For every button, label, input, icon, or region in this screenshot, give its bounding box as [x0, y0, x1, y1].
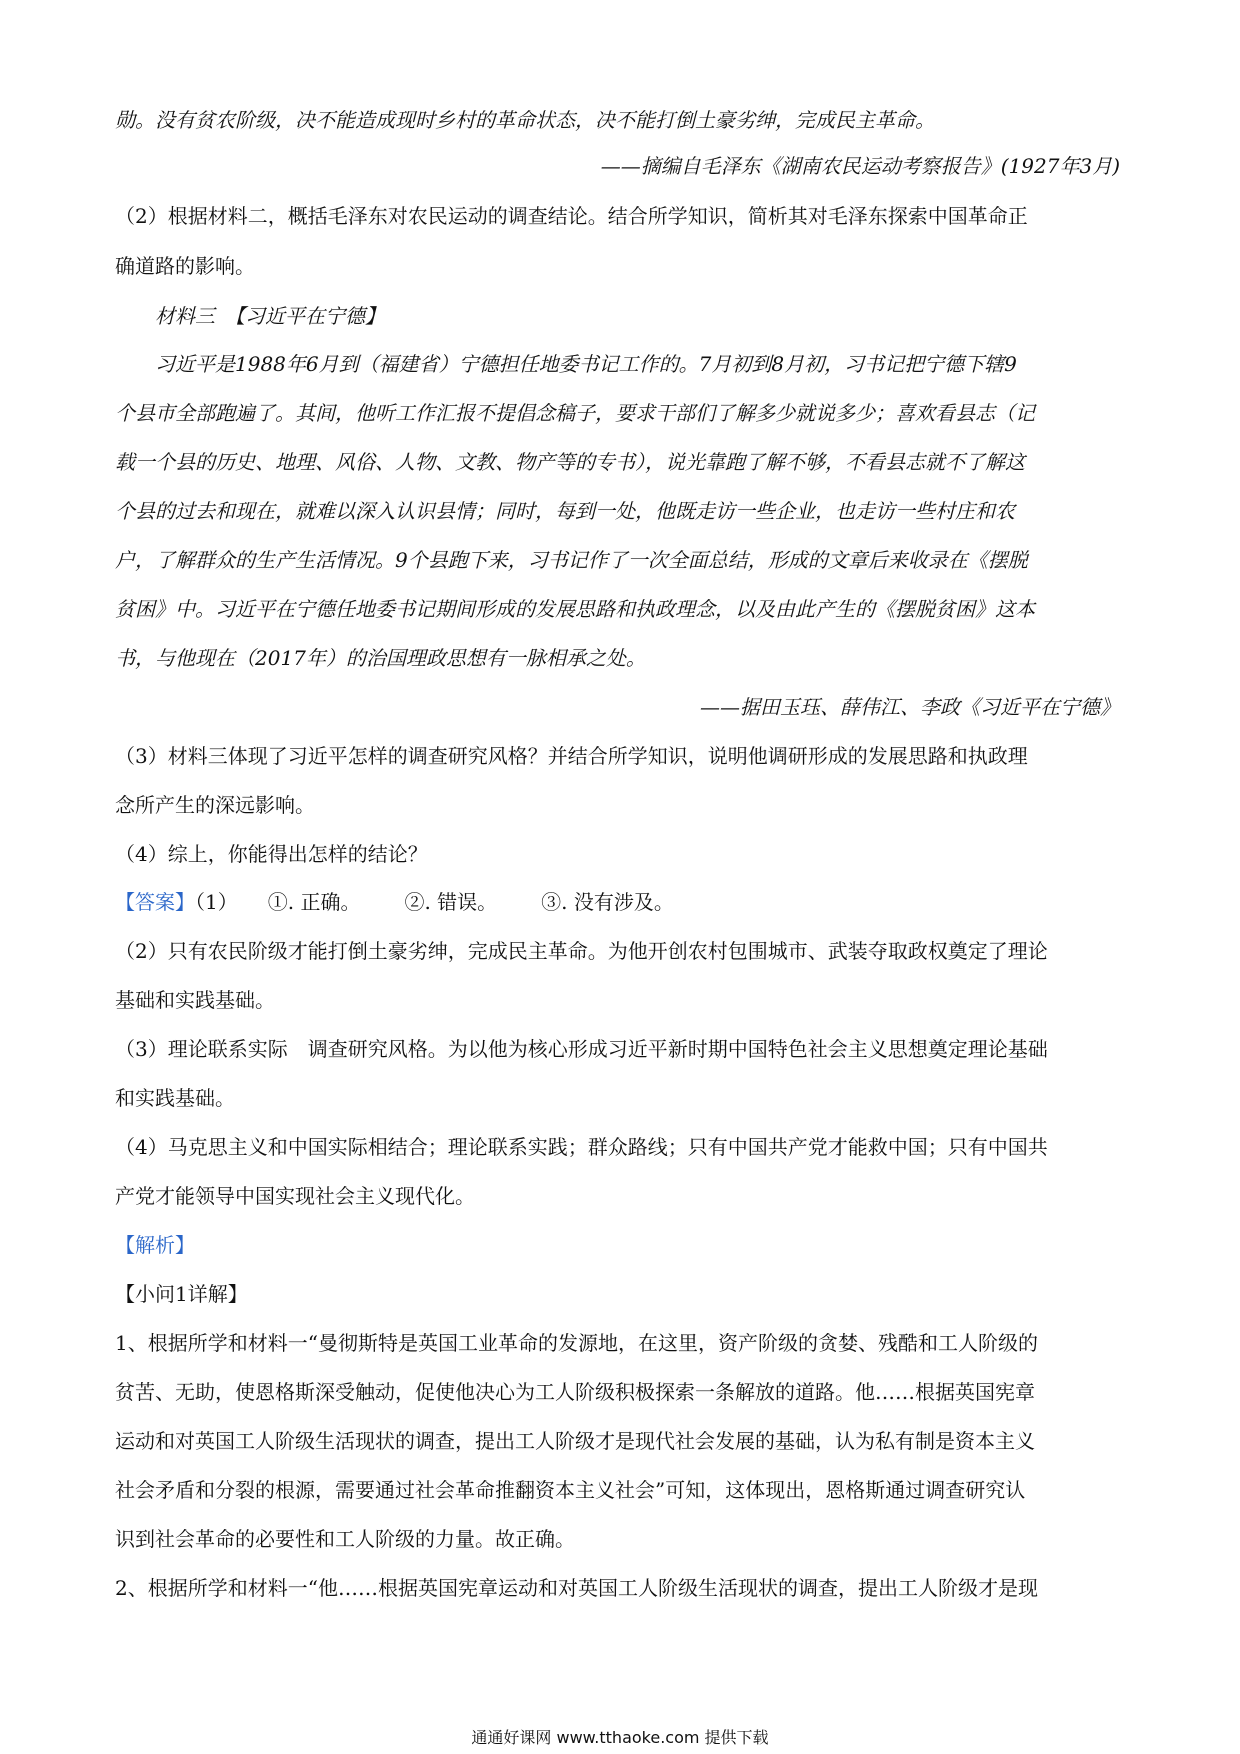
material2-source: ——摘编自毛泽东《湖南农民运动考察报告》(1927年3月): [600, 154, 1120, 178]
question3-line2: 念所产生的深远影响。: [115, 793, 315, 817]
answer-label: 【答案】: [115, 890, 195, 914]
answer-part1: [115, 888, 674, 916]
analysis-line: 1、根据所学和材料一“曼彻斯特是英国工业革命的发源地，在这里，资产阶级的贪婪、残酷和工人阶级的: [115, 1331, 1038, 1355]
answer-part1-number: （1）: [195, 890, 238, 914]
answer-option-2: ②. 错误。: [404, 890, 498, 914]
analysis-line: 社会矛盾和分裂的根源，需要通过社会革命推翻资本主义社会”可知，这体现出，恩格斯通过调查研究认: [115, 1478, 1026, 1502]
material2-tail: 勋。没有贫农阶级，决不能造成现时乡村的革命状态，决不能打倒土豪劣绅，完成民主革命。: [115, 108, 935, 132]
answer-option-3: ③. 没有涉及。: [541, 890, 674, 914]
material3-line: 书，与他现在（2017年）的治国理政思想有一脉相承之处。: [115, 646, 646, 670]
material3-line: 个县市全部跑遍了。其间，他听工作汇报不提倡念稿子，要求干部们了解多少就说多少；喜欢看县志（记: [115, 401, 1035, 425]
answer2-line1: （2）只有农民阶级才能打倒土豪劣绅，完成民主革命。为他开创农村包围城市、武装夺取政权奠定了理论: [115, 939, 1048, 963]
answer-option-1: ①. 正确。: [267, 890, 361, 914]
page-footer: 通通好课网 www.tthaoke.com 提供下载: [471, 1728, 769, 1747]
answer2-line2: 基础和实践基础。: [115, 988, 275, 1012]
analysis-line: 贫苦、无助，使恩格斯深受触动，促使他决心为工人阶级积极探索一条解放的道路。他……根据英国宪章: [115, 1380, 1035, 1404]
answer3-line1: （3）理论联系实际 调查研究风格。为以他为核心形成习近平新时期中国特色社会主义思想奠定理论基础: [115, 1037, 1048, 1061]
material3-title: 材料三 【习近平在宁德】: [155, 304, 385, 328]
analysis-line: 识到社会革命的必要性和工人阶级的力量。故正确。: [115, 1527, 575, 1551]
material3-line: 习近平是1988年6月到（福建省）宁德担任地委书记工作的。7月初到8月初，习书记把宁德下辖9: [155, 352, 1017, 376]
material3-line: 个县的过去和现在，就难以深入认识县情；同时，每到一处，他既走访一些企业，也走访一些村庄和农: [115, 499, 1015, 523]
question3-line1: （3）材料三体现了习近平怎样的调查研究风格？并结合所学知识，说明他调研形成的发展思路和执政理: [115, 744, 1028, 768]
material3-line: 贫困》中。习近平在宁德任地委书记期间形成的发展思路和执政理念，以及由此产生的《摆脱贫困》这本: [115, 597, 1035, 621]
analysis-line: 运动和对英国工人阶级生活现状的调查，提出工人阶级才是现代社会发展的基础，认为私有制是资本主义: [115, 1429, 1035, 1453]
analysis-subquestion-1: 【小问1详解】: [115, 1282, 248, 1306]
answer4-line2: 产党才能领导中国实现社会主义现代化。: [115, 1184, 475, 1208]
material3-source: ——据田玉珏、薛伟江、李政《习近平在宁德》: [700, 695, 1120, 719]
answer3-line2: 和实践基础。: [115, 1086, 235, 1110]
question4: （4）综上，你能得出怎样的结论？: [115, 842, 428, 866]
material3-line: 户，了解群众的生产生活情况。9个县跑下来，习书记作了一次全面总结，形成的文章后来收录在《摆脱: [115, 548, 1028, 572]
question2-line1: （2）根据材料二，概括毛泽东对农民运动的调查结论。结合所学知识，简析其对毛泽东探索中国革命正: [115, 204, 1028, 228]
answer4-line1: （4）马克思主义和中国实际相结合；理论联系实践；群众路线；只有中国共产党才能救中国；只有中国共: [115, 1135, 1048, 1159]
material3-line: 载一个县的历史、地理、风俗、人物、文教、物产等的专书），说光靠跑了解不够，不看县志就不了解这: [115, 450, 1025, 474]
analysis-label: 【解析】: [115, 1233, 195, 1257]
analysis-line: 2、根据所学和材料一“他……根据英国宪章运动和对英国工人阶级生活现状的调查，提出工人阶级才是现: [115, 1576, 1038, 1600]
question2-line2: 确道路的影响。: [115, 254, 255, 278]
